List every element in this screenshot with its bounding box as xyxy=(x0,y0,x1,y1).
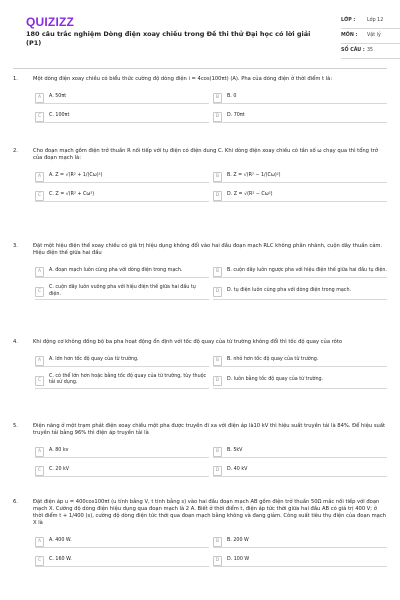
option-d[interactable] xyxy=(213,555,387,567)
option-letter: B xyxy=(213,267,222,277)
option-text: D. 40 kV xyxy=(227,466,248,472)
option-letter: D xyxy=(213,287,222,297)
option-grid xyxy=(35,536,387,567)
meta-value: Lớp 12 xyxy=(367,17,384,23)
option-letter: B xyxy=(213,447,222,457)
option-grid xyxy=(35,446,387,477)
option-d[interactable] xyxy=(213,285,387,300)
document-header xyxy=(13,0,387,66)
meta-key: MÔN : xyxy=(341,32,358,38)
option-letter: C xyxy=(35,376,44,386)
option-letter: D xyxy=(213,112,222,122)
meta-value: Vật lý xyxy=(367,32,381,38)
option-letter: C xyxy=(35,556,44,566)
question-3 xyxy=(13,243,387,339)
option-text: B. nhỏ hơn tốc độ quay của từ trường. xyxy=(227,356,319,362)
option-c[interactable] xyxy=(35,285,209,300)
option-d[interactable] xyxy=(213,374,387,389)
option-letter: B xyxy=(213,93,222,103)
option-text: A. đoạn mạch luôn cùng pha với dòng điện trong mạch. xyxy=(49,267,183,273)
option-c[interactable] xyxy=(35,465,209,477)
option-b[interactable] xyxy=(213,446,387,458)
question-text: Một dòng điện xoay chiều có biểu thức cường độ dòng điện i = 4cos(100πt) (A). Pha của dòng điện ở thời điểm t là: xyxy=(33,76,333,82)
option-letter: D xyxy=(213,191,222,201)
option-text: B. 0 xyxy=(227,93,237,99)
option-text: C. 100πt xyxy=(49,112,70,118)
option-letter: A xyxy=(35,267,44,277)
option-letter: D xyxy=(213,466,222,476)
question-6 xyxy=(13,499,387,567)
question-number: 1. xyxy=(13,76,18,82)
option-d[interactable] xyxy=(213,111,387,123)
option-text: B. cuộn dây luôn ngược pha với hiệu điện thế giữa hai đầu tụ điện. xyxy=(227,267,387,273)
question-number: 6. xyxy=(13,499,18,505)
option-letter: B xyxy=(213,172,222,182)
option-letter: C xyxy=(35,466,44,476)
option-c[interactable] xyxy=(35,555,209,567)
question-2 xyxy=(13,148,387,243)
option-text: B. 200 W xyxy=(227,537,249,543)
option-a[interactable] xyxy=(35,266,209,278)
option-letter: A xyxy=(35,447,44,457)
option-letter: B xyxy=(213,537,222,547)
option-text: C. Z = √(R² + Cω²) xyxy=(49,191,95,197)
option-text: A. Z = √(R² + 1/(Cω)²) xyxy=(49,172,103,178)
option-text: A. lớn hơn tốc độ quay của từ trường. xyxy=(49,356,139,362)
meta-row-count xyxy=(341,44,400,59)
option-text: A. 80 kv xyxy=(49,447,69,453)
option-text: D. tụ điện luôn cùng pha với dòng điện trong mạch. xyxy=(227,288,352,294)
question-number: 2. xyxy=(13,148,18,154)
option-letter: C xyxy=(35,287,44,297)
question-text: Đặt một hiệu điện thế xoay chiều có giá trị hiệu dụng không đổi vào hai đầu đoạn mạch RLC không phân nhánh, cuộn dây thuần cảm. Hiệu điện thế giữa hai đầu xyxy=(33,243,383,257)
question-number: 4. xyxy=(13,339,18,345)
option-text: D. luôn bằng tốc độ quay của từ trường. xyxy=(227,377,324,383)
meta-info xyxy=(341,14,400,59)
question-1 xyxy=(13,76,387,148)
question-4 xyxy=(13,339,387,423)
option-a[interactable] xyxy=(35,536,209,548)
option-letter: D xyxy=(213,376,222,386)
option-letter: D xyxy=(213,556,222,566)
option-a[interactable] xyxy=(35,446,209,458)
option-d[interactable] xyxy=(213,465,387,477)
meta-value: 35 xyxy=(367,47,374,53)
question-text: Khi động cơ không đồng bộ ba pha hoạt động ổn định với tốc độ quay của từ trường không đổi thì tốc độ quay của rôto xyxy=(33,339,343,345)
option-letter: A xyxy=(35,356,44,366)
question-5 xyxy=(13,423,387,499)
option-c[interactable] xyxy=(35,190,209,202)
question-text: Điện năng ở một trạm phát điện xoay chiều một pha được truyền đi xa với điện áp là10 kV thì hiệu suất truyền tải là 84%. Để hiệu suất truyền tải bằng 96% thì điện áp truyền tải là xyxy=(33,423,386,437)
document-title: 180 câu trắc nghiệm Dòng điện xoay chiều trong Đề thi thử Đại học có lời giải (P1) xyxy=(26,30,311,47)
option-letter: A xyxy=(35,93,44,103)
option-text: C. 20 kV xyxy=(49,466,70,472)
option-b[interactable] xyxy=(213,266,387,278)
option-letter: A xyxy=(35,172,44,182)
question-text: Cho đoạn mạch gồm điện trở thuần R nối tiếp với tụ điện có điện dung C. Khi dòng điện xoay chiều có tần số ω chạy qua thì tổng trở của đoạn mạch là: xyxy=(33,148,378,162)
question-list xyxy=(13,76,387,567)
question-number: 3. xyxy=(13,243,18,249)
meta-row-subject xyxy=(341,29,400,44)
option-b[interactable] xyxy=(213,536,387,548)
option-d[interactable] xyxy=(213,190,387,202)
option-text: D. 100 W xyxy=(227,556,250,562)
option-text: C. cuộn dây luôn vuông pha với hiệu điện thế giữa hai đầu tụ điện. xyxy=(49,285,196,297)
meta-key: SỐ CÂU : xyxy=(341,47,365,53)
option-grid xyxy=(35,355,387,389)
meta-row-class xyxy=(341,14,400,29)
option-grid xyxy=(35,266,387,300)
option-c[interactable] xyxy=(35,374,209,389)
option-grid xyxy=(35,92,387,123)
option-b[interactable] xyxy=(213,92,387,104)
option-letter: C xyxy=(35,112,44,122)
meta-key: LỚP : xyxy=(341,17,356,23)
option-text: A. 400 W. xyxy=(49,537,72,543)
quizizz-logo: QUIZIZZ xyxy=(26,15,75,29)
option-letter: B xyxy=(213,356,222,366)
option-a[interactable] xyxy=(35,171,209,183)
option-c[interactable] xyxy=(35,111,209,123)
option-b[interactable] xyxy=(213,171,387,183)
question-number: 5. xyxy=(13,423,18,429)
option-letter: C xyxy=(35,191,44,201)
option-text: B. 5kV xyxy=(227,447,243,453)
option-b[interactable] xyxy=(213,355,387,367)
option-grid xyxy=(35,171,387,202)
option-text: D. 70πt xyxy=(227,112,245,118)
option-text: C. 160 W. xyxy=(49,556,72,562)
option-a[interactable] xyxy=(35,92,209,104)
option-text: B. Z = √(R² − 1/(Cω)²) xyxy=(227,172,281,178)
option-text: A. 50πt xyxy=(49,93,67,99)
option-text: D. Z = √(R² − Cω²) xyxy=(227,191,273,197)
option-text: C. có thể lớn hơn hoặc bằng tốc độ quay của từ trường, tùy thuộc tải sử dụng. xyxy=(49,374,207,386)
question-text: Đặt điện áp u = 400cos100πt (u tính bằng V, t tính bằng s) vào hai đầu đoạn mạch AB gồm điện trở thuần 50Ω mắc nối tiếp với đoạn mạch X. Cường độ dòng điện hiệu dụng qua đoạn mạch là 2 A. Biết ở thời điểm t, điện áp tức thời giữa hai đầu AB có giá trị 400 V; ở thời điểm t + 1/400 (s), cường độ dòng điện tức thời qua đoạn mạch bằng không và đang giảm. Công suất tiêu thụ điện của đoạn mạch X là xyxy=(33,499,386,527)
header-divider xyxy=(13,68,387,69)
option-letter: A xyxy=(35,537,44,547)
option-a[interactable] xyxy=(35,355,209,367)
